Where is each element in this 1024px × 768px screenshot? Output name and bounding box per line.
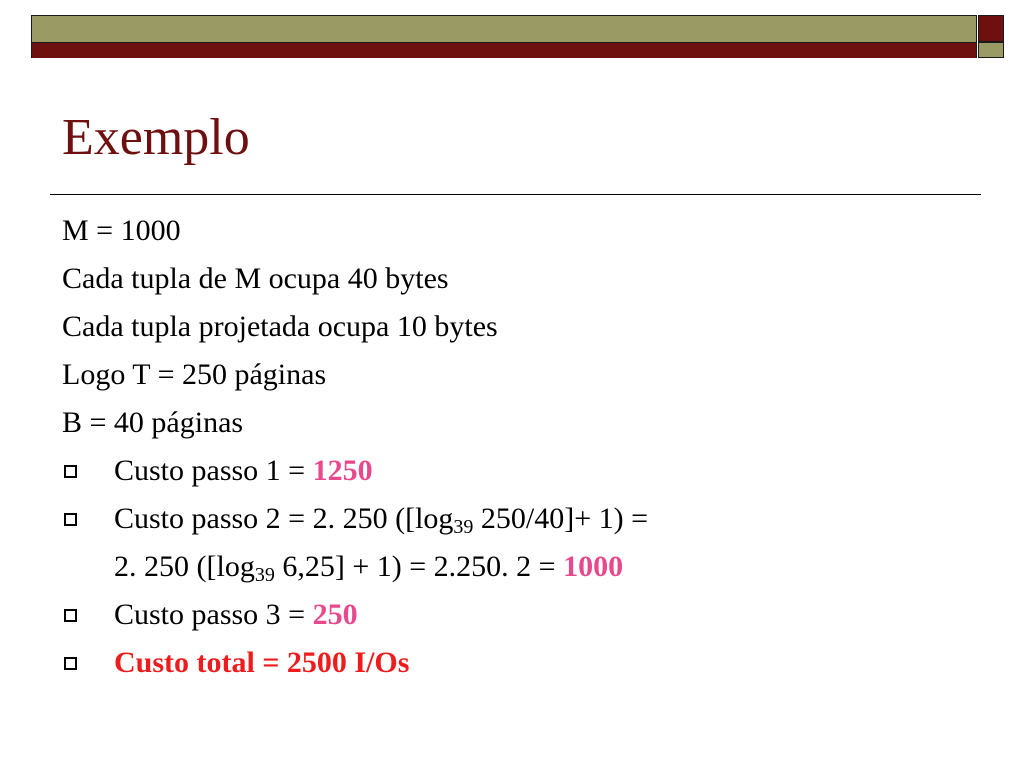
hollow-square-bullet-icon — [64, 609, 77, 622]
passo-2-cont-log-base: 39 — [254, 564, 275, 586]
body-line-t: Logo T = 250 páginas — [62, 358, 327, 391]
passo-2-cont-a: 2. 250 ([log — [114, 550, 255, 583]
passo-1-value: 1250 — [312, 454, 373, 487]
body-line-b: B = 40 páginas — [62, 406, 244, 439]
slide-body — [62, 207, 962, 687]
bullet-passo-3 — [62, 591, 962, 639]
body-line-m: M = 1000 — [62, 214, 181, 247]
corner-decor-block-maroon — [978, 15, 1004, 42]
passo-3-label: Custo passo 3 = — [114, 598, 313, 631]
passo-2-text-b: 250/40]+ 1) = — [473, 502, 649, 535]
corner-decor-block-olive — [978, 42, 1004, 58]
hollow-square-bullet-icon — [64, 465, 77, 478]
passo-1-label: Custo passo 1 = — [114, 454, 313, 487]
bullet-passo-1 — [62, 447, 962, 495]
header-decor-stripe — [32, 42, 976, 58]
body-line-projected-size: Cada tupla projetada ocupa 10 bytes — [62, 310, 498, 343]
slide-title: Exemplo — [62, 109, 250, 166]
passo-2-cont-b: 6,25] + 1) = 2.250. 2 = — [274, 550, 564, 583]
hollow-square-bullet-icon — [64, 657, 77, 670]
header-decor-bar — [31, 15, 977, 58]
passo-2-log-base: 39 — [453, 516, 474, 538]
bullet-passo-2 — [62, 495, 962, 543]
passo-2-value: 1000 — [563, 550, 624, 583]
passo-2-text-a: Custo passo 2 = 2. 250 ([log — [114, 502, 454, 535]
bullet-custo-total — [62, 639, 962, 687]
passo-2-continuation — [62, 543, 962, 591]
passo-3-value: 250 — [312, 598, 358, 631]
custo-total-text: Custo total = 2500 I/Os — [114, 646, 410, 679]
title-divider — [50, 194, 981, 195]
body-line-tuple-size: Cada tupla de M ocupa 40 bytes — [62, 262, 449, 295]
hollow-square-bullet-icon — [64, 513, 77, 526]
